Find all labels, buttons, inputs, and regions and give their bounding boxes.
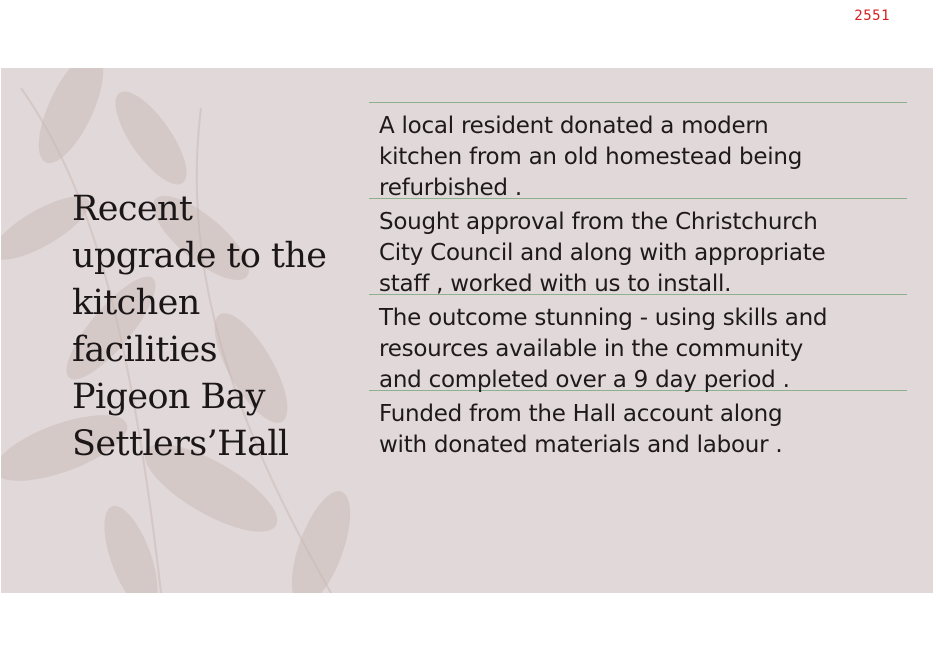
title-line: Settlers’Hall <box>72 424 289 464</box>
text-line: Funded from the Hall account along <box>379 401 783 427</box>
list-item <box>369 294 907 393</box>
text-line: kitchen from an old homestead being <box>379 144 803 170</box>
slide-title <box>72 186 342 468</box>
list-item-text <box>379 207 907 300</box>
text-line: refurbished . <box>379 175 522 201</box>
slide <box>1 68 933 593</box>
list-item <box>369 198 907 297</box>
text-line: staff , worked with us to install. <box>379 271 732 297</box>
title-line: upgrade to the <box>72 236 327 276</box>
title-line: Recent <box>72 189 193 229</box>
list-item-text <box>379 303 907 396</box>
text-line: City Council and along with appropriate <box>379 240 826 266</box>
title-line: Pigeon Bay <box>72 377 265 417</box>
list-item-text <box>379 399 907 461</box>
list-item-text <box>379 111 907 204</box>
text-line: The outcome stunning - using skills and <box>379 305 828 331</box>
text-line: Sought approval from the Christchurch <box>379 209 818 235</box>
list-item <box>369 102 907 201</box>
page-number: 2551 <box>854 8 890 24</box>
title-line: kitchen <box>72 283 200 323</box>
bullet-list <box>369 102 907 486</box>
text-line: with donated materials and labour . <box>379 432 783 458</box>
list-item <box>369 390 907 486</box>
text-line: A local resident donated a modern <box>379 113 769 139</box>
title-line: facilities <box>72 330 217 370</box>
text-line: and completed over a 9 day period . <box>379 367 790 393</box>
text-line: resources available in the community <box>379 336 803 362</box>
